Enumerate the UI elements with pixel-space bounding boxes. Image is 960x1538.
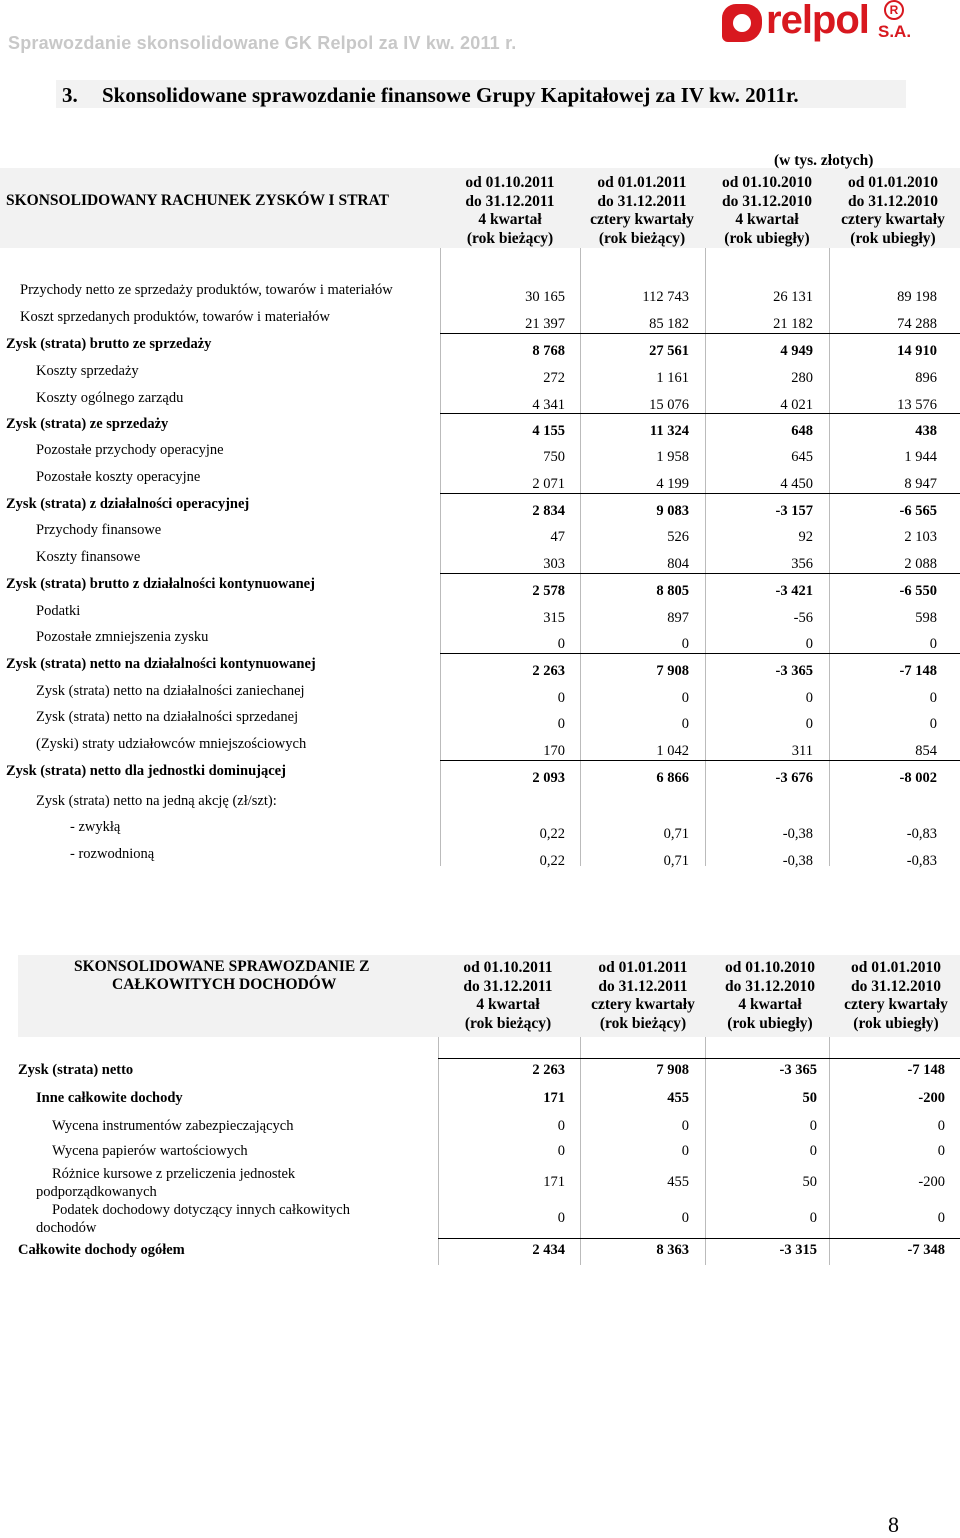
income-row-value: 2 093: [532, 770, 565, 786]
income-row-value: 311: [791, 743, 813, 759]
comprehensive-row-value: -3 365: [779, 1062, 817, 1078]
income-row-label: Zysk (strata) z działalności operacyjnej: [6, 496, 250, 512]
income-row-value: 112 743: [642, 289, 689, 305]
comprehensive-row-value: 0: [557, 1118, 565, 1134]
document-header-title: Sprawozdanie skonsolidowane GK Relpol za IV kw. 2011 r.: [8, 33, 517, 53]
income-row-value: 4 155: [532, 423, 565, 439]
income-row-label: Zysk (strata) netto na jedną akcję (zł/szt):: [36, 793, 277, 809]
comprehensive-row-value: 2 434: [532, 1242, 565, 1258]
income-row-value: 4 450: [780, 476, 813, 492]
income-col-header-2: od 01.01.2011 do 31.12.2011 cztery kwartały (rok bieżący): [590, 174, 694, 247]
income-row-value: 0,22: [539, 826, 565, 842]
income-row-label: Pozostałe przychody operacyjne: [36, 442, 224, 458]
income-row-value: 0: [929, 636, 937, 652]
income-row-value: 1 958: [656, 449, 689, 465]
income-row-label: Przychody finansowe: [36, 522, 162, 538]
comprehensive-row-value: 0: [557, 1210, 565, 1226]
income-row-value: 526: [667, 529, 689, 545]
income-row-value: 0: [681, 636, 689, 652]
income-row-value: 2 071: [532, 476, 565, 492]
income-row-value: 85 182: [649, 316, 689, 332]
comprehensive-col-header-4: od 01.01.2010 do 31.12.2010 cztery kwartały (rok ubiegły): [844, 959, 948, 1032]
comprehensive-row-value: 0: [681, 1210, 689, 1226]
income-row-value: 0: [681, 690, 689, 706]
comprehensive-row-value: 171: [543, 1174, 565, 1190]
section-heading: [56, 80, 906, 108]
income-row-value: 4 949: [780, 343, 813, 359]
comprehensive-row-value: 2 263: [532, 1062, 565, 1078]
income-row-value: 6 866: [656, 770, 689, 786]
income-row-value: 2 578: [532, 583, 565, 599]
income-col-header-3: od 01.10.2010 do 31.12.2010 4 kwartał (rok ubiegły): [722, 174, 812, 247]
comprehensive-row-value: 50: [802, 1174, 817, 1190]
income-row-value: 13 576: [897, 397, 937, 413]
comprehensive-row-value: -200: [918, 1090, 945, 1106]
subtotal-rule: [438, 1058, 960, 1059]
comprehensive-row-value: 0: [937, 1118, 945, 1134]
comprehensive-col-header-1: od 01.10.2011 do 31.12.2011 4 kwartał (rok bieżący): [463, 959, 553, 1032]
income-row-value: 438: [915, 423, 937, 439]
income-row-value: 0: [557, 636, 565, 652]
income-row-value: 0: [557, 716, 565, 732]
comprehensive-row-value: 8 363: [656, 1242, 689, 1258]
income-row-label: Zysk (strata) netto na działalności zaniechanej: [36, 683, 305, 699]
comprehensive-row-value: 455: [667, 1090, 689, 1106]
income-row-value: 1 042: [656, 743, 689, 759]
income-row-label: Zysk (strata) brutto ze sprzedaży: [6, 336, 212, 352]
comprehensive-row-value: 7 908: [656, 1062, 689, 1078]
comprehensive-row-label: Zysk (strata) netto: [18, 1062, 134, 1078]
income-row-value: 47: [550, 529, 565, 545]
comprehensive-row-value: 0: [681, 1143, 689, 1159]
income-row-value: 26 131: [773, 289, 813, 305]
income-row-value: -6 550: [899, 583, 937, 599]
income-row-value: 897: [667, 610, 689, 626]
income-row-value: 272: [543, 370, 565, 386]
income-row-value: 74 288: [897, 316, 937, 332]
comprehensive-row-label: Wycena papierów wartościowych: [52, 1143, 248, 1159]
income-row-value: 27 561: [649, 343, 689, 359]
income-row-value: 1 944: [904, 449, 937, 465]
income-row-value: 2 103: [904, 529, 937, 545]
subtotal-rule: [440, 333, 960, 334]
page-number: 8: [888, 1512, 899, 1537]
income-row-value: 92: [798, 529, 813, 545]
income-row-value: 0: [557, 690, 565, 706]
income-row-value: 30 165: [525, 289, 565, 305]
subtotal-rule: [440, 653, 960, 654]
income-row-value: 4 199: [656, 476, 689, 492]
income-row-value: 750: [543, 449, 565, 465]
registered-icon: R: [884, 0, 904, 20]
comprehensive-row-label: Różnice kursowe z przeliczenia jednostek: [52, 1166, 296, 1182]
income-row-value: 0: [805, 690, 813, 706]
logo-mark-icon: [722, 4, 762, 42]
comprehensive-row-label-cont: dochodów: [36, 1220, 97, 1236]
subtotal-rule: [440, 573, 960, 574]
income-row-value: 1 161: [656, 370, 689, 386]
income-row-label: (Zyski) straty udziałowców mniejszościowych: [36, 736, 307, 752]
income-row-value: 2 834: [532, 503, 565, 519]
income-row-value: 8 768: [532, 343, 565, 359]
income-col-header-1: od 01.10.2011 do 31.12.2011 4 kwartał (rok bieżący): [465, 174, 555, 247]
income-row-value: 15 076: [649, 397, 689, 413]
income-row-value: 315: [543, 610, 565, 626]
income-row-value: 8 805: [656, 583, 689, 599]
income-row-value: 0,71: [663, 853, 689, 869]
income-row-value: 0,22: [539, 853, 565, 869]
income-row-label: Pozostałe koszty operacyjne: [36, 469, 201, 485]
income-row-value: 0: [929, 716, 937, 732]
income-row-value: 648: [791, 423, 813, 439]
comprehensive-row-value: -3 315: [779, 1242, 817, 1258]
comprehensive-row-value: 0: [937, 1143, 945, 1159]
income-table-title: SKONSOLIDOWANY RACHUNEK ZYSKÓW I STRAT: [6, 192, 389, 209]
income-col-header-4: od 01.01.2010 do 31.12.2010 cztery kwartały (rok ubiegły): [841, 174, 945, 247]
comprehensive-row-value: 0: [809, 1210, 817, 1226]
income-row-value: 0,71: [663, 826, 689, 842]
comprehensive-row-value: -200: [918, 1174, 945, 1190]
income-row-value: 9 083: [656, 503, 689, 519]
income-row-value: 0: [805, 716, 813, 732]
subtotal-rule: [440, 760, 960, 761]
comprehensive-row-value: 0: [809, 1118, 817, 1134]
income-row-value: 8 947: [904, 476, 937, 492]
income-row-label: Zysk (strata) netto dla jednostki dominującej: [6, 763, 286, 779]
income-row-value: 14 910: [897, 343, 937, 359]
comprehensive-row-value: 0: [937, 1210, 945, 1226]
income-row-value: -3 365: [775, 663, 813, 679]
income-row-value: -0,83: [906, 853, 937, 869]
income-row-value: -6 565: [899, 503, 937, 519]
unit-label: (w tys. złotych): [774, 152, 874, 169]
income-row-label: Zysk (strata) brutto z działalności kontynuowanej: [6, 576, 315, 592]
income-row-value: -8 002: [899, 770, 937, 786]
income-row-value: 804: [667, 556, 689, 572]
comprehensive-row-value: 50: [802, 1090, 817, 1106]
income-row-label: Koszty finansowe: [36, 549, 141, 565]
income-row-value: 21 397: [525, 316, 565, 332]
comprehensive-row-value: 0: [557, 1143, 565, 1159]
income-row-label: Zysk (strata) ze sprzedaży: [6, 416, 169, 432]
comprehensive-col-header-2: od 01.01.2011 do 31.12.2011 cztery kwartały (rok bieżący): [591, 959, 695, 1032]
income-row-value: -3 676: [775, 770, 813, 786]
comprehensive-row-label-cont: podporządkowanych: [36, 1184, 157, 1200]
section-number: 3.: [62, 83, 78, 107]
income-row-label: Podatki: [36, 603, 81, 619]
comprehensive-row-label: Wycena instrumentów zabezpieczających: [52, 1118, 294, 1134]
income-row-label: Pozostałe zmniejszenia zysku: [36, 629, 209, 645]
income-row-value: 0: [681, 716, 689, 732]
income-row-value: 356: [791, 556, 813, 572]
income-row-label: Koszty ogólnego zarządu: [36, 390, 184, 406]
comprehensive-row-value: 171: [543, 1090, 565, 1106]
income-row-value: 2 263: [532, 663, 565, 679]
income-row-value: 11 324: [649, 423, 689, 439]
comprehensive-title-line2: CAŁKOWITYCH DOCHODÓW: [112, 976, 337, 993]
income-row-value: 896: [915, 370, 937, 386]
income-row-label: Koszty sprzedaży: [36, 363, 139, 379]
income-row-value: -0,38: [782, 826, 813, 842]
income-row-label: Koszt sprzedanych produktów, towarów i materiałów: [20, 309, 330, 325]
logo-text: relpol: [766, 0, 869, 42]
income-row-value: 303: [543, 556, 565, 572]
income-row-label: - zwykłą: [70, 819, 121, 835]
comprehensive-title-line1: SKONSOLIDOWANE SPRAWOZDANIE Z: [74, 958, 370, 975]
income-row-value: 4 021: [780, 397, 813, 413]
income-row-value: -3 157: [775, 503, 813, 519]
comprehensive-row-label: Podatek dochodowy dotyczący innych całkowitych: [52, 1202, 350, 1218]
income-row-value: 4 341: [532, 397, 565, 413]
income-row-value: 0: [805, 636, 813, 652]
income-row-value: -56: [793, 610, 813, 626]
subtotal-rule: [438, 1238, 960, 1239]
comprehensive-row-value: 0: [809, 1143, 817, 1159]
comprehensive-col-header-3: od 01.10.2010 do 31.12.2010 4 kwartał (rok ubiegły): [725, 959, 815, 1032]
income-row-value: 2 088: [904, 556, 937, 572]
income-row-value: -0,38: [782, 853, 813, 869]
comprehensive-row-label: Całkowite dochody ogółem: [18, 1242, 185, 1258]
income-row-value: 645: [791, 449, 813, 465]
comprehensive-row-value: 455: [667, 1174, 689, 1190]
income-row-value: 854: [915, 743, 937, 759]
comprehensive-row-value: -7 348: [907, 1242, 945, 1258]
income-row-value: 280: [791, 370, 813, 386]
income-row-label: - rozwodnioną: [70, 846, 155, 862]
income-row-label: Przychody netto ze sprzedaży produktów, towarów i materiałów: [20, 282, 393, 298]
income-row-value: 0: [929, 690, 937, 706]
logo-suffix: S.A.: [878, 22, 912, 41]
income-row-value: 598: [915, 610, 937, 626]
comprehensive-row-label: Inne całkowite dochody: [36, 1090, 183, 1106]
income-row-value: 170: [543, 743, 565, 759]
comprehensive-row-value: 0: [681, 1118, 689, 1134]
income-row-value: -3 421: [775, 583, 813, 599]
subtotal-rule: [440, 413, 960, 414]
income-row-label: Zysk (strata) netto na działalności kontynuowanej: [6, 656, 316, 672]
section-title: Skonsolidowane sprawozdanie finansowe Grupy Kapitałowej za IV kw. 2011r.: [102, 83, 799, 107]
income-row-value: 89 198: [897, 289, 937, 305]
comprehensive-row-value: -7 148: [907, 1062, 945, 1078]
income-row-value: 21 182: [773, 316, 813, 332]
income-row-value: -7 148: [899, 663, 937, 679]
income-row-value: -0,83: [906, 826, 937, 842]
relpol-logo: [720, 2, 960, 48]
income-row-label: Zysk (strata) netto na działalności sprzedanej: [36, 709, 299, 725]
subtotal-rule: [440, 493, 960, 494]
income-row-value: 7 908: [656, 663, 689, 679]
